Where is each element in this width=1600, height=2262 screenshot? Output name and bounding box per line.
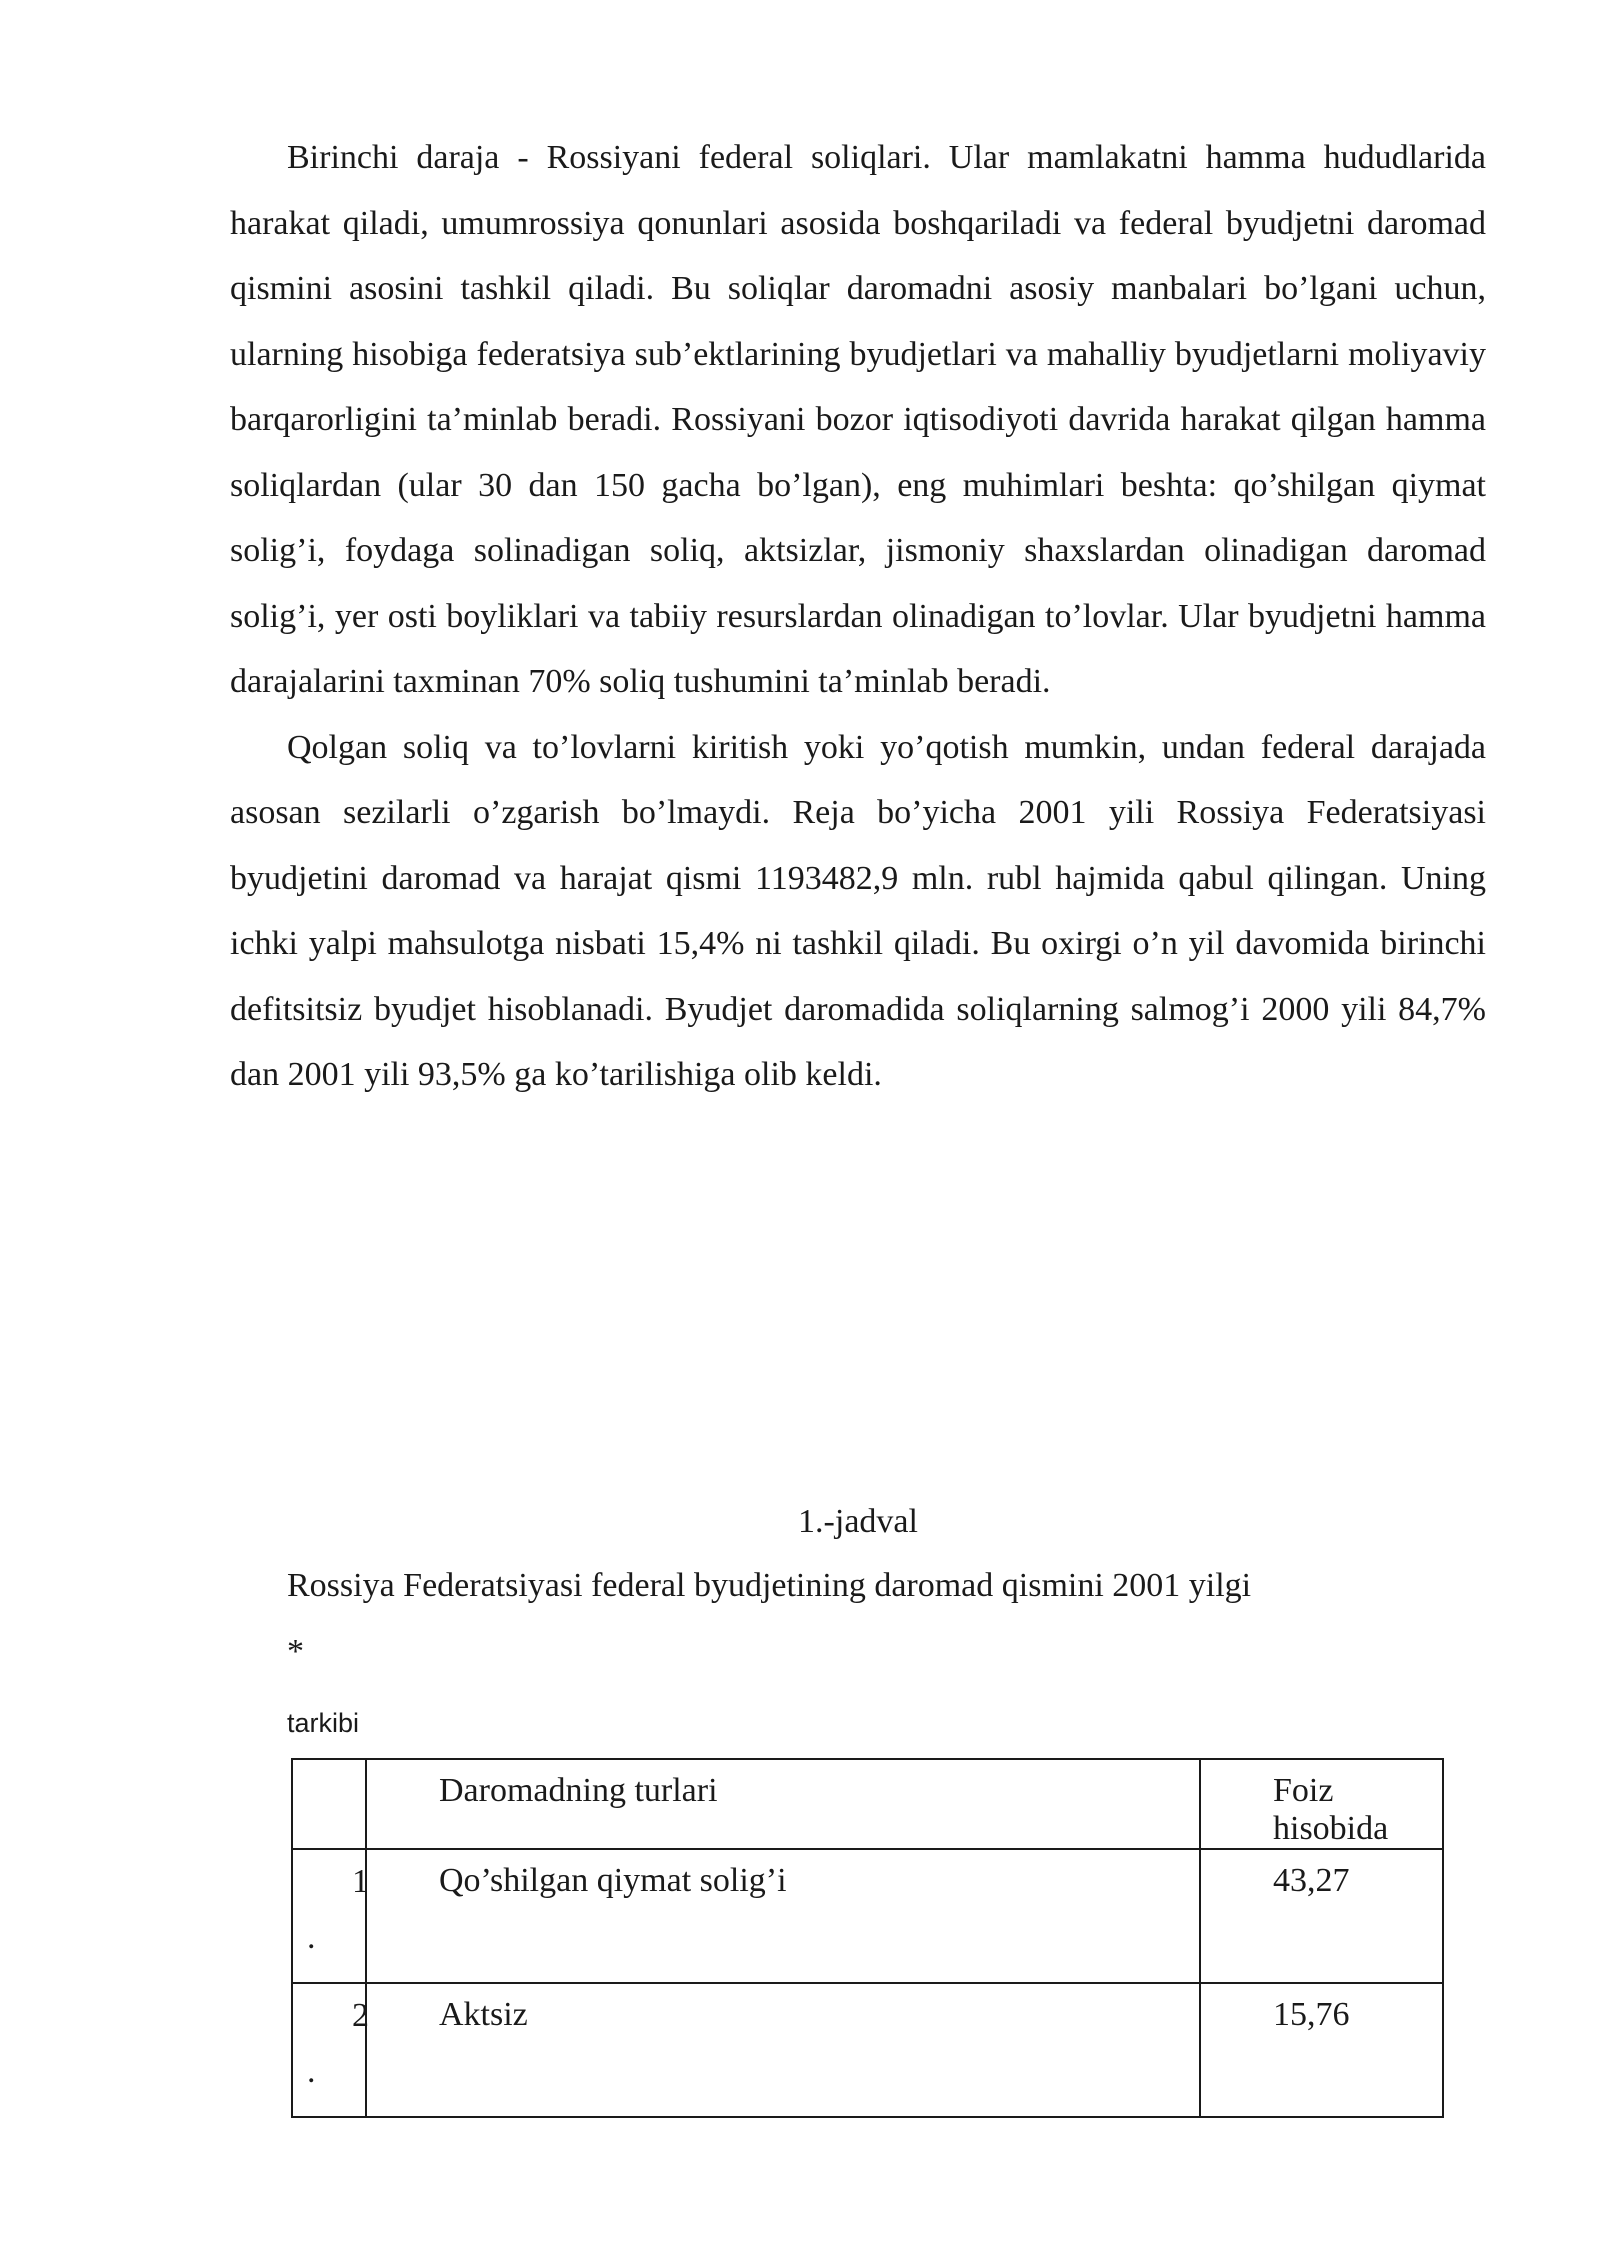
paragraph-1: Birinchi daraja - Rossiyani federal soliqlari. Ular mamlakatni hamma hududlarida harakat qiladi, umumrossiya qonunlari asosida boshqariladi va federal byudjetni daromad qismini asosini tashkil qiladi. Bu soliqlar daromadni asosiy manbalari bo’lgani uchun, ularning hisobiga federatsiya sub’ektlarining byudjetlari va mahalliy byudjetlarni moliyaviy barqarorligini ta’minlab beradi. Rossiyani bozor iqtisodiyoti davrida harakat qilgan hamma soliqlardan (ular 30 dan 150 gacha bo’lgan), eng muhimlari beshta: qo’shilgan qiymat solig’i, foydaga solinadigan soliq, aktsizlar, jismoniy shaxslardan olinadigan daromad solig’i, yer osti boyliklari va tabiiy resurslardan olinadigan to’lovlar. Ular byudjetni hamma darajalarini taxminan 70% soliq tushumini ta’minlab beradi.: [230, 139, 1486, 700]
row-number-dot: .: [307, 2053, 316, 2090]
header-num-cell: [292, 1759, 366, 1849]
row-number: 1: [352, 1863, 369, 1900]
table-row: [292, 1849, 1443, 1983]
table-title-asterisk: *: [287, 1633, 304, 1670]
header-income-type: Daromadning turlari: [366, 1759, 1200, 1849]
income-structure-table: [291, 1758, 1444, 2118]
row-number-cell: [292, 1849, 369, 1983]
table-title: Rossiya Federatsiyasi federal byudjetining daromad qismini 2001 yilgi: [287, 1567, 1252, 1604]
income-type-cell: Qo’shilgan qiymat solig’i: [366, 1849, 1200, 1983]
income-type-cell: Aktsiz: [366, 1983, 1200, 2117]
percent-cell: 43,27: [1200, 1849, 1443, 1983]
table-header-row: [292, 1759, 1443, 1849]
table-number-caption: 1.-jadval: [798, 1503, 918, 1540]
body-text: [230, 125, 1486, 1108]
row-number-dot: .: [307, 1919, 316, 1956]
row-number-cell: [292, 1983, 369, 2117]
paragraph-2: Qolgan soliq va to’lovlarni kiritish yoki yo’qotish mumkin, undan federal darajada asosan sezilarli o’zgarish bo’lmaydi. Reja bo’yicha 2001 yili Rossiya Federatsiyasi byudjetini daromad va harajat qismi 1193482,9 mln. rubl hajmida qabul qilingan. Uning ichki yalpi mahsulotga nisbati 15,4% ni tashkil qiladi. Bu oxirgi o’n yil davomida birinchi defitsitsiz byudjet hisoblanadi. Byudjet daromadida soliqlarning salmog’i 2000 yili 84,7% dan 2001 yili 93,5% ga ko’tarilishiga olib keldi.: [230, 728, 1486, 1093]
percent-cell: 15,76: [1200, 1983, 1443, 2117]
table-subtitle: tarkibi: [287, 1708, 360, 1738]
table-row: [292, 1983, 1443, 2117]
header-percent: Foiz hisobida: [1200, 1759, 1443, 1849]
row-number: 2: [352, 1997, 369, 2034]
